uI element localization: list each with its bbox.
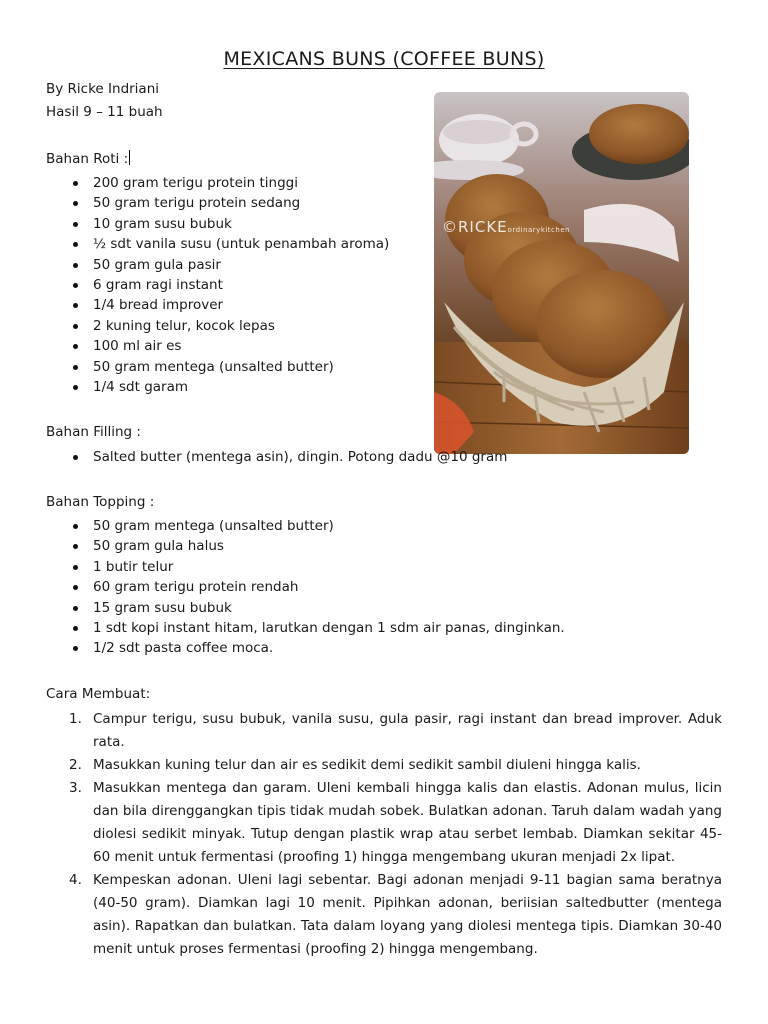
list-item: 15 gram susu bubuk (46, 598, 565, 618)
step-text: Kempeskan adonan. Uleni lagi sebentar. Bagi adonan menjadi 9-11 bagian sama beratnya (40-50 gram). Diamkan lagi 10 menit. Pipihkan adonan, beriisian saltedbutter (mentega asin). Rapatkan dan bulatkan. Tata dalam loyang yang diolesi mentega tipis. Diamkan 30-40 menit untuk proses fermentasi (proofing 2) hingga mengembang. (93, 872, 722, 957)
list-item: 6 gram ragi instant (46, 275, 389, 295)
coffee-buns-photo (434, 92, 689, 454)
bahan-filling-list (46, 447, 507, 467)
list-item: 60 gram terigu protein rendah (46, 577, 565, 597)
list-item: 100 ml air es (46, 336, 389, 356)
bahan-topping-list (46, 516, 565, 659)
step-item (46, 777, 722, 869)
step-number: 1. (69, 711, 82, 727)
recipe-title: MEXICANS BUNS (COFFEE BUNS) (223, 48, 545, 70)
cara-membuat-heading: Cara Membuat: (46, 686, 151, 702)
watermark-main: ©RICKE (442, 218, 508, 236)
watermark-sub: ordinarykitchen (507, 226, 571, 234)
yield-line: Hasil 9 – 11 buah (46, 104, 163, 120)
bahan-roti-list (46, 173, 389, 397)
step-text: Campur terigu, susu bubuk, vanila susu, gula pasir, ragi instant dan bread improver. Aduk rata. (93, 711, 722, 750)
list-item: 1 butir telur (46, 557, 565, 577)
step-number: 4. (69, 872, 82, 888)
photo-watermark (442, 218, 570, 236)
step-number: 3. (69, 780, 82, 796)
list-item: 50 gram gula halus (46, 536, 565, 556)
step-number: 2. (69, 757, 82, 773)
list-item: 1/4 bread improver (46, 295, 389, 315)
list-item: 200 gram terigu protein tinggi (46, 173, 389, 193)
author-line: By Ricke Indriani (46, 81, 160, 97)
list-item: 50 gram mentega (unsalted butter) (46, 357, 389, 377)
list-item: 2 kuning telur, kocok lepas (46, 316, 389, 336)
list-item: 1 sdt kopi instant hitam, larutkan dengan 1 sdm air panas, dinginkan. (46, 618, 565, 638)
step-text: Masukkan kuning telur dan air es sedikit demi sedikit sambil diuleni hingga kalis. (93, 757, 641, 773)
list-item: 10 gram susu bubuk (46, 214, 389, 234)
step-text: Masukkan mentega dan garam. Uleni kembali hingga kalis dan elastis. Adonan mulus, licin dan bila direnggangkan tipis tidak mudah sobek. Bulatkan adonan. Taruh dalam wadah yang diolesi sedikit minyak. Tutup dengan plastik wrap atau serbet lembab. Diamkan sekitar 45-60 menit untuk fermentasi (proofing 1) hingga mengembang ukuran menjadi 2x lipat. (93, 780, 722, 865)
bahan-filling-heading: Bahan Filling : (46, 424, 141, 440)
list-item: 1/2 sdt pasta coffee moca. (46, 638, 565, 658)
list-item: 50 gram mentega (unsalted butter) (46, 516, 565, 536)
step-item (46, 754, 722, 777)
cara-membuat-steps (46, 708, 722, 961)
bahan-roti-heading-text: Bahan Roti : (46, 151, 129, 167)
step-item (46, 708, 722, 754)
step-item (46, 869, 722, 961)
list-item: 50 gram gula pasir (46, 255, 389, 275)
text-cursor (129, 150, 130, 165)
bahan-roti-heading (46, 150, 130, 167)
list-item: 50 gram terigu protein sedang (46, 193, 389, 213)
list-item: 1/4 sdt garam (46, 377, 389, 397)
list-item: Salted butter (mentega asin), dingin. Potong dadu @10 gram (46, 447, 507, 467)
list-item: ½ sdt vanila susu (untuk penambah aroma) (46, 234, 389, 254)
bahan-topping-heading: Bahan Topping : (46, 494, 155, 510)
